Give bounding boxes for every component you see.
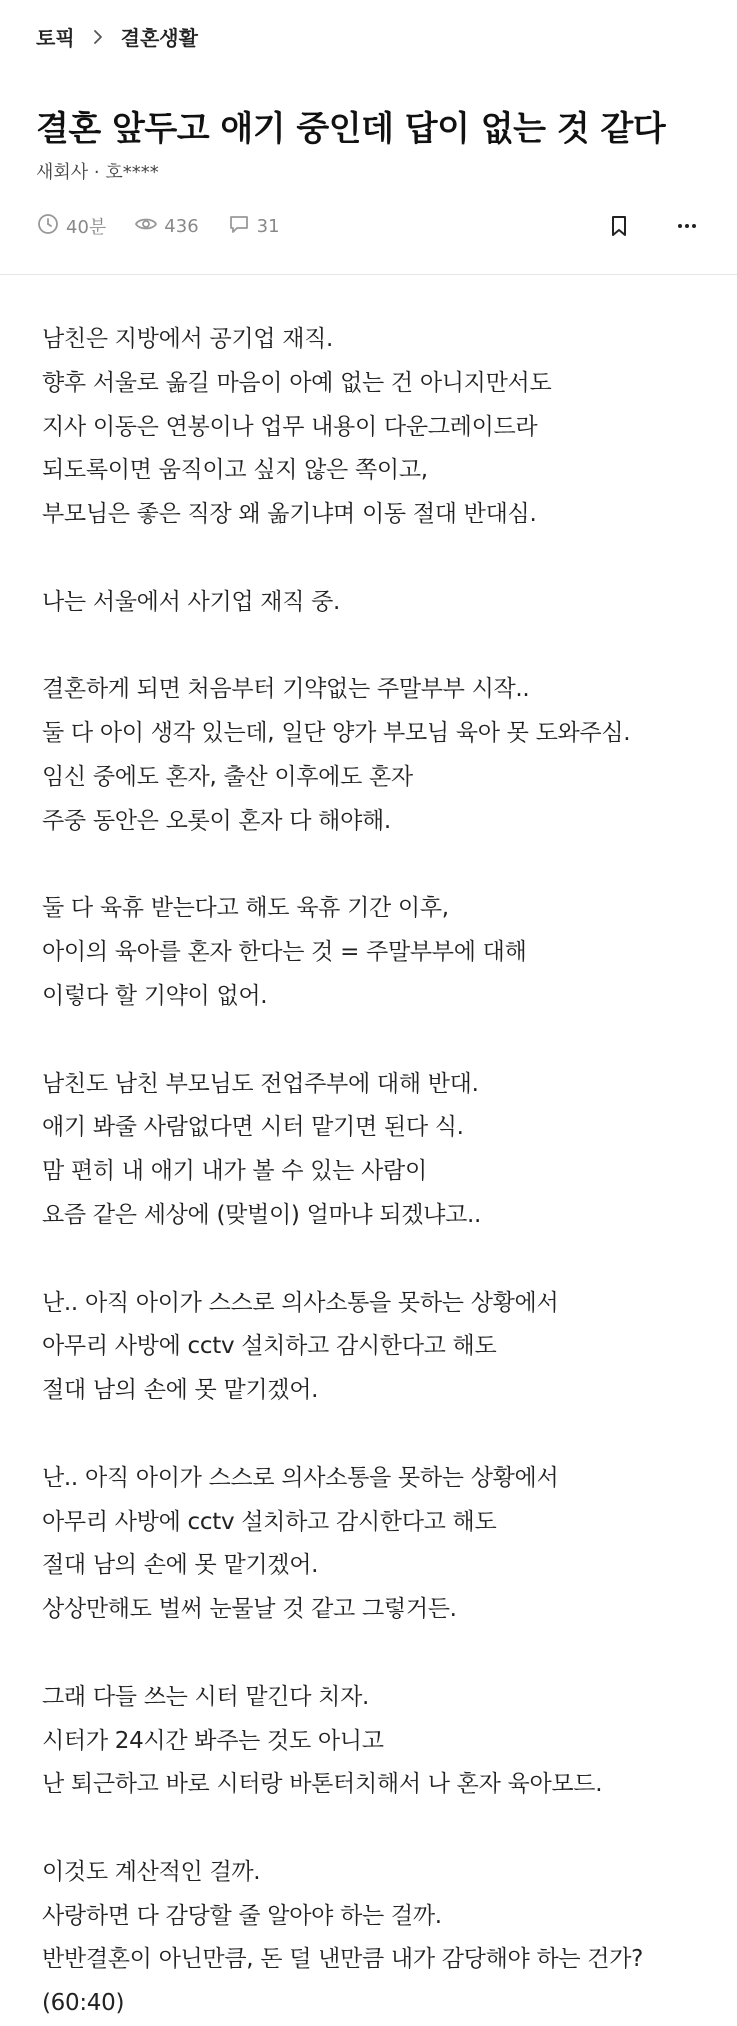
post-meta xyxy=(36,210,701,242)
comments-stat[interactable] xyxy=(227,212,280,241)
header-divider xyxy=(0,274,737,275)
clock-icon xyxy=(36,212,60,241)
time-stat xyxy=(36,212,106,241)
post-title: 결혼 앞두고 애기 중인데 답이 없는 것 같다 xyxy=(36,108,666,149)
breadcrumb-category[interactable]: 결혼생활 xyxy=(120,26,198,50)
breadcrumb xyxy=(36,22,198,51)
comments-count: 31 xyxy=(256,215,280,237)
chevron-right-icon xyxy=(89,28,107,46)
post-actions xyxy=(605,212,701,240)
more-icon[interactable] xyxy=(673,212,701,240)
bookmark-icon[interactable] xyxy=(605,212,633,240)
views-stat xyxy=(134,212,198,241)
eye-icon xyxy=(134,212,158,241)
post-author[interactable]: 새회사 · 호**** xyxy=(36,162,159,183)
time-value: 40분 xyxy=(66,217,107,238)
post-body: 남친은 지방에서 공기업 재직. 향후 서울로 옮길 마음이 아예 없는 건 아니지만서도 지사 이동은 연봉이나 업무 내용이 다운그레이드라 되도록이면 움직이고 싶지 않은 쪽이고, 부모님은 좋은 직장 왜 옮기냐며 이동 절대 반대심. 나는 서울에서 사기업 재직 중. 결혼하게 되면 처음부터 기약없는 주말부부 시작.. 둘 다 아이 생각 있는데, 일단 양가 부모님 육아 못 도와주심. 임신 중에도 혼자, 출산 이후에도 혼자 주중 동안은 오롯이 혼자 다 해야해. 둘 다 육휴 받는다고 해도 육휴 기간 이후, 아이의 육아를 혼자 한다는 것 = 주말부부에 대해 이렇다 할 기약이 없어. 남친도 남친 부모님도 전업주부에 대해 반대. 애기 봐줄 사람없다면 시터 맡기면 된다 식. 맘 편히 내 애기 내가 볼 수 있는 사람이 요즘 같은 세상에 (맞벌이) 얼마냐 되겠냐고.. 난.. 아직 아이가 스스로 의사소통을 못하는 상황에서 아무리 사방에 cctv 설치하고 감시한다고 해도 절대 남의 손에 못 맡기겠어. 난.. 아직 아이가 스스로 의사소통을 못하는 상황에서 아무리 사방에 cctv 설치하고 감시한다고 해도 절대 남의 손에 못 맡기겠어. 상상만해도 벌써 눈물날 것 같고 그렇거든. 그래 다들 쓰는 시터 맡긴다 치자. 시터가 24시간 봐주는 것도 아니고 난 퇴근하고 바로 시터랑 바톤터치해서 나 혼자 육아모드. 이것도 계산적인 걸까. 사랑하면 다 감당할 줄 알아야 하는 걸까. 반반결혼이 아닌만큼, 돈 덜 낸만큼 내가 감당해야 하는 건가? (60:40) xyxy=(42,326,644,2017)
breadcrumb-topic[interactable]: 토픽 xyxy=(36,26,75,50)
comment-icon xyxy=(227,212,251,241)
views-count: 436 xyxy=(164,215,199,237)
